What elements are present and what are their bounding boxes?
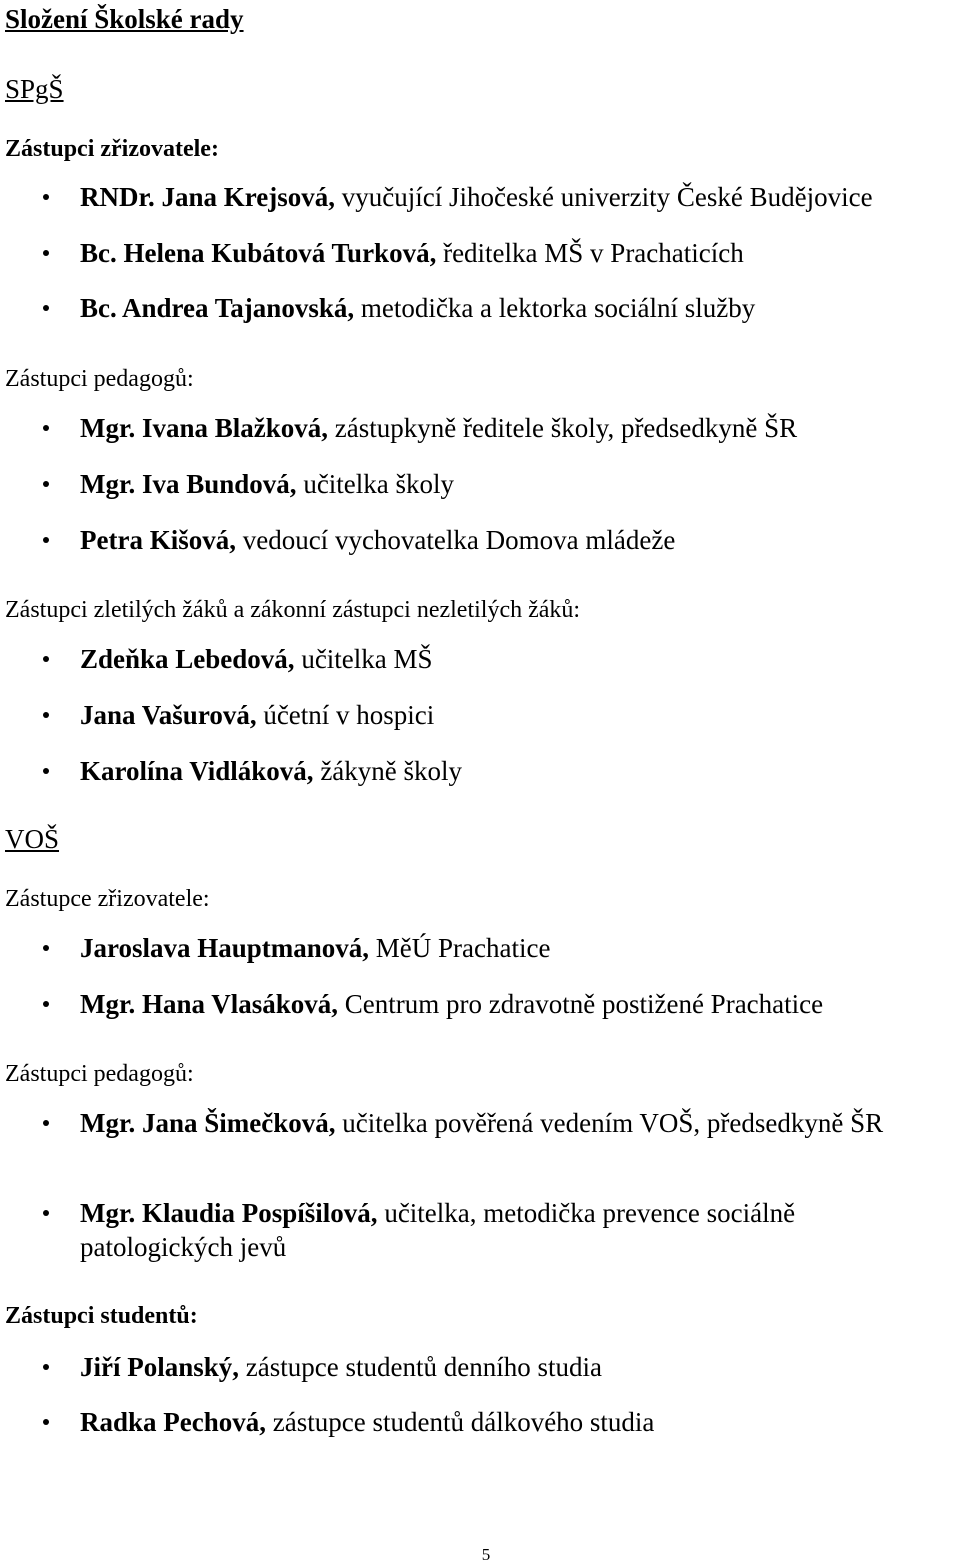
bullet-icon: [43, 1419, 49, 1425]
group-label: Zástupci pedagogů:: [5, 1061, 194, 1087]
member-name: Petra Kišová,: [80, 525, 236, 555]
bullet-icon: [43, 1001, 49, 1007]
member-role: zástupce studentů denního studia: [239, 1352, 602, 1382]
section-heading-spgs: SPgŠ: [5, 74, 64, 104]
member-name: Bc. Helena Kubátová Turková,: [80, 238, 437, 268]
bullet-icon: [43, 481, 49, 487]
list-item: [80, 642, 940, 676]
bullet-icon: [43, 656, 49, 662]
list-item: [80, 180, 940, 214]
bullet-icon: [43, 305, 49, 311]
bullet-icon: [43, 1364, 49, 1370]
list-item: [80, 1350, 940, 1384]
list-item: [80, 698, 940, 732]
member-role: účetní v hospici: [256, 700, 435, 730]
bullet-icon: [43, 537, 49, 543]
list-item: [80, 1106, 940, 1140]
member-role: učitelka, metodička prevence sociálně patologických jevů: [80, 1198, 796, 1262]
list-item: [80, 291, 940, 325]
member-name: Jana Vašurová,: [80, 700, 257, 730]
bullet-icon: [43, 945, 49, 951]
member-role: MěÚ Prachatice: [369, 933, 551, 963]
group-label: Zástupci studentů:: [5, 1303, 198, 1329]
member-role: zástupkyně ředitele školy, předsedkyně ŠR: [328, 413, 798, 443]
member-role: metodička a lektorka sociální služby: [354, 293, 756, 323]
page-number: 5: [481, 1545, 491, 1564]
member-role: vyučující Jihočeské univerzity České Budějovice: [335, 182, 873, 212]
member-name: Mgr. Hana Vlasáková,: [80, 989, 339, 1019]
document-title: Složení Školské rady: [5, 4, 244, 34]
bullet-icon: [43, 194, 49, 200]
member-role: Centrum pro zdravotně postižené Prachatice: [338, 989, 824, 1019]
bullet-icon: [43, 712, 49, 718]
bullet-icon: [43, 250, 49, 256]
member-name: Mgr. Jana Šimečková,: [80, 1108, 336, 1138]
member-role: žákyně školy: [313, 756, 463, 786]
list-item: [80, 754, 940, 788]
group-label: Zástupci zletilých žáků a zákonní zástupci nezletilých žáků:: [5, 597, 581, 623]
member-name: Mgr. Iva Bundová,: [80, 469, 297, 499]
list-item: [80, 523, 940, 557]
section-heading-vos: VOŠ: [5, 824, 60, 854]
group-label: Zástupce zřizovatele:: [5, 886, 210, 912]
member-name: Radka Pechová,: [80, 1407, 267, 1437]
list-item: [80, 236, 940, 270]
list-item: [80, 467, 940, 501]
member-role: zástupce studentů dálkového studia: [266, 1407, 655, 1437]
member-role: učitelka MŠ: [294, 644, 433, 674]
list-item: [80, 1405, 940, 1439]
group-label: Zástupci zřizovatele:: [5, 136, 219, 162]
list-item: [80, 931, 940, 965]
member-name: Jiří Polanský,: [80, 1352, 240, 1382]
list-item: [80, 411, 940, 445]
member-role: ředitelka MŠ v Prachaticích: [436, 238, 744, 268]
member-name: Bc. Andrea Tajanovská,: [80, 293, 355, 323]
member-name: Mgr. Ivana Blažková,: [80, 413, 329, 443]
bullet-icon: [43, 425, 49, 431]
bullet-icon: [43, 1120, 49, 1126]
list-item: [80, 1196, 940, 1264]
member-role: učitelka školy: [296, 469, 455, 499]
member-role: vedoucí vychovatelka Domova mládeže: [235, 525, 676, 555]
member-name: RNDr. Jana Krejsová,: [80, 182, 335, 212]
bullet-icon: [43, 768, 49, 774]
member-name: Jaroslava Hauptmanová,: [80, 933, 370, 963]
member-name: Karolína Vidláková,: [80, 756, 314, 786]
member-name: Zdeňka Lebedová,: [80, 644, 295, 674]
member-name: Mgr. Klaudia Pospíšilová,: [80, 1198, 378, 1228]
list-item: [80, 987, 940, 1021]
member-role: učitelka pověřená vedením VOŠ, předsedkyně ŠR: [335, 1108, 884, 1138]
group-label: Zástupci pedagogů:: [5, 366, 194, 392]
bullet-icon: [43, 1210, 49, 1216]
